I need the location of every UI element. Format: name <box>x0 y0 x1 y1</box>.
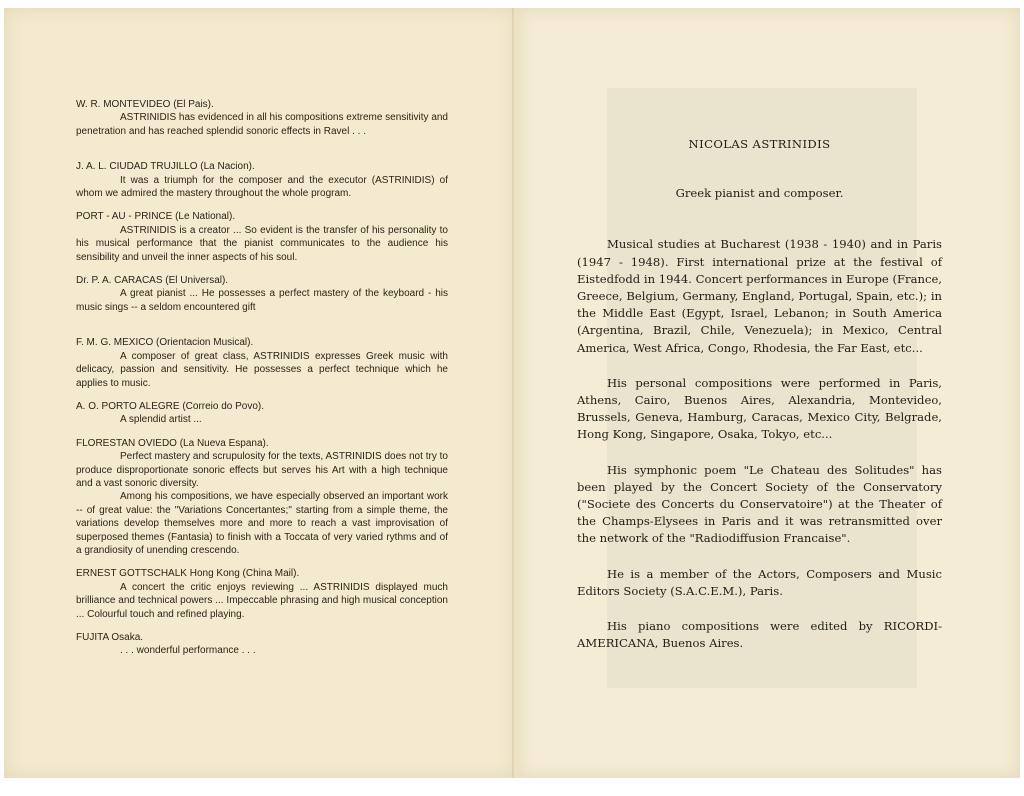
review-text: ASTRINIDIS is a creator ... So evident is the transfer of his personality to his musical performance that the pianist communicates to the audience his sensibility and unveil the inner aspects of his soul. <box>76 224 448 263</box>
subtitle: Greek pianist and composer. <box>675 186 844 201</box>
review-source: J. A. L. CIUDAD TRUJILLO (La Nacion). <box>76 161 255 173</box>
review-text: A great pianist ... He possesses a perfect mastery of the keyboard - his music sings -- a seldom encountered gift <box>76 288 448 313</box>
review-text: . . . wonderful performance . . . <box>120 645 256 657</box>
review-item <box>76 274 448 314</box>
review-text: Perfect mastery and scrupulosity for the texts, ASTRINIDIS does not try to produce disproportionate sonoric effects but serves his Art with a high technique and a vast sonoric diversity. <box>76 451 448 489</box>
review-source: F. M. G. MEXICO (Orientacion Musical). <box>76 337 254 349</box>
bio-paragraph: His symphonic poem "Le Chateau des Solitudes" has been played by the Concert Society of the Conservatory ("Societe des Concerts du Conservatoire") at the Theater of the Champs-Elysees in Paris and it was retransmitted over the network of the "Radiodiffusion Francaise". <box>577 462 942 546</box>
review-item <box>76 567 448 621</box>
biography <box>577 136 942 652</box>
review-text: A splendid artist ... <box>120 414 202 426</box>
review-source: ERNEST GOTTSCHALK Hong Kong (China Mail). <box>76 568 300 580</box>
bio-paragraph: His personal compositions were performed in Paris, Athens, Cairo, Buenos Aires, Alexandria, Montevideo, Brussels, Geneva, Hamburg, Caracas, Mexico City, Belgrade, Hong Kong, Singapore, Osaka, Tokyo, etc... <box>577 375 942 442</box>
review-text: ASTRINIDIS has evidenced in all his compositions extreme sensitivity and penetration and has reached splendid sonoric effects in Ravel . . . <box>76 112 448 137</box>
bio-paragraph: He is a member of the Actors, Composers and Music Editors Society (S.A.C.E.M.), Paris. <box>577 566 942 598</box>
review-text: A composer of great class, ASTRINIDIS expresses Greek music with delicacy, passion and sensitivity. He possesses a perfect technique which he applies to music. <box>76 350 448 389</box>
review-item <box>76 160 448 200</box>
review-item <box>76 631 448 658</box>
left-page <box>4 8 517 778</box>
review-item <box>76 400 448 427</box>
review-text: A concert the critic enjoys reviewing ... ASTRINIDIS displayed much brilliance and technical powers ... Impeccable phrasing and high musical conception ... Colourful touch and refined playing. <box>76 581 448 620</box>
press-reviews <box>76 98 448 668</box>
bio-paragraph: His piano compositions were edited by RICORDI-AMERICANA, Buenos Aires. <box>577 619 942 651</box>
review-item <box>76 98 448 138</box>
review-text: It was a triumph for the composer and the executor (ASTRINIDIS) of whom we admired the mastery throughout the whole program. <box>76 174 448 200</box>
right-page <box>517 8 1020 778</box>
review-source: FLORESTAN OVIEDO (La Nueva Espana). <box>76 437 269 449</box>
review-item <box>76 210 448 264</box>
review-source: Dr. P. A. CARACAS (El Universal). <box>76 275 229 287</box>
review-text-continued: Among his compositions, we have especially observed an important work -- of great value: the "Variations Concertantes;" starting from a simple theme, the variations develop themselves more and more to reach a vast improvisation of superposed themes (Fantasia) to finish with a Toccata of very varied rythms and of a grandiosity of unending crescendo. <box>76 491 448 556</box>
review-item <box>76 437 448 558</box>
page-title: NICOLAS ASTRINIDIS <box>688 137 831 151</box>
review-source: W. R. MONTEVIDEO (El Pais). <box>76 99 214 110</box>
review-source: PORT - AU - PRINCE (Le National). <box>76 211 236 223</box>
review-source: FUJITA Osaka. <box>76 632 144 643</box>
review-source: A. O. PORTO ALEGRE (Correio do Povo). <box>76 400 265 412</box>
review-item <box>76 336 448 390</box>
bio-paragraph: Musical studies at Bucharest (1938 - 1940) and in Paris (1947 - 1948). First international prize at the festival of Eistedfodd in 1944. Concert performances in Europe (France, Greece, Belgium, Germany, England, Portugal, Spain, etc.); in the Middle East (Egypt, Israel, Lebanon; in South America (Argentina, Brazil, Chile, Venezuela); in Mexico, Central America, West Africa, Congo, Rhodesia, the Far East, etc... <box>577 237 942 355</box>
